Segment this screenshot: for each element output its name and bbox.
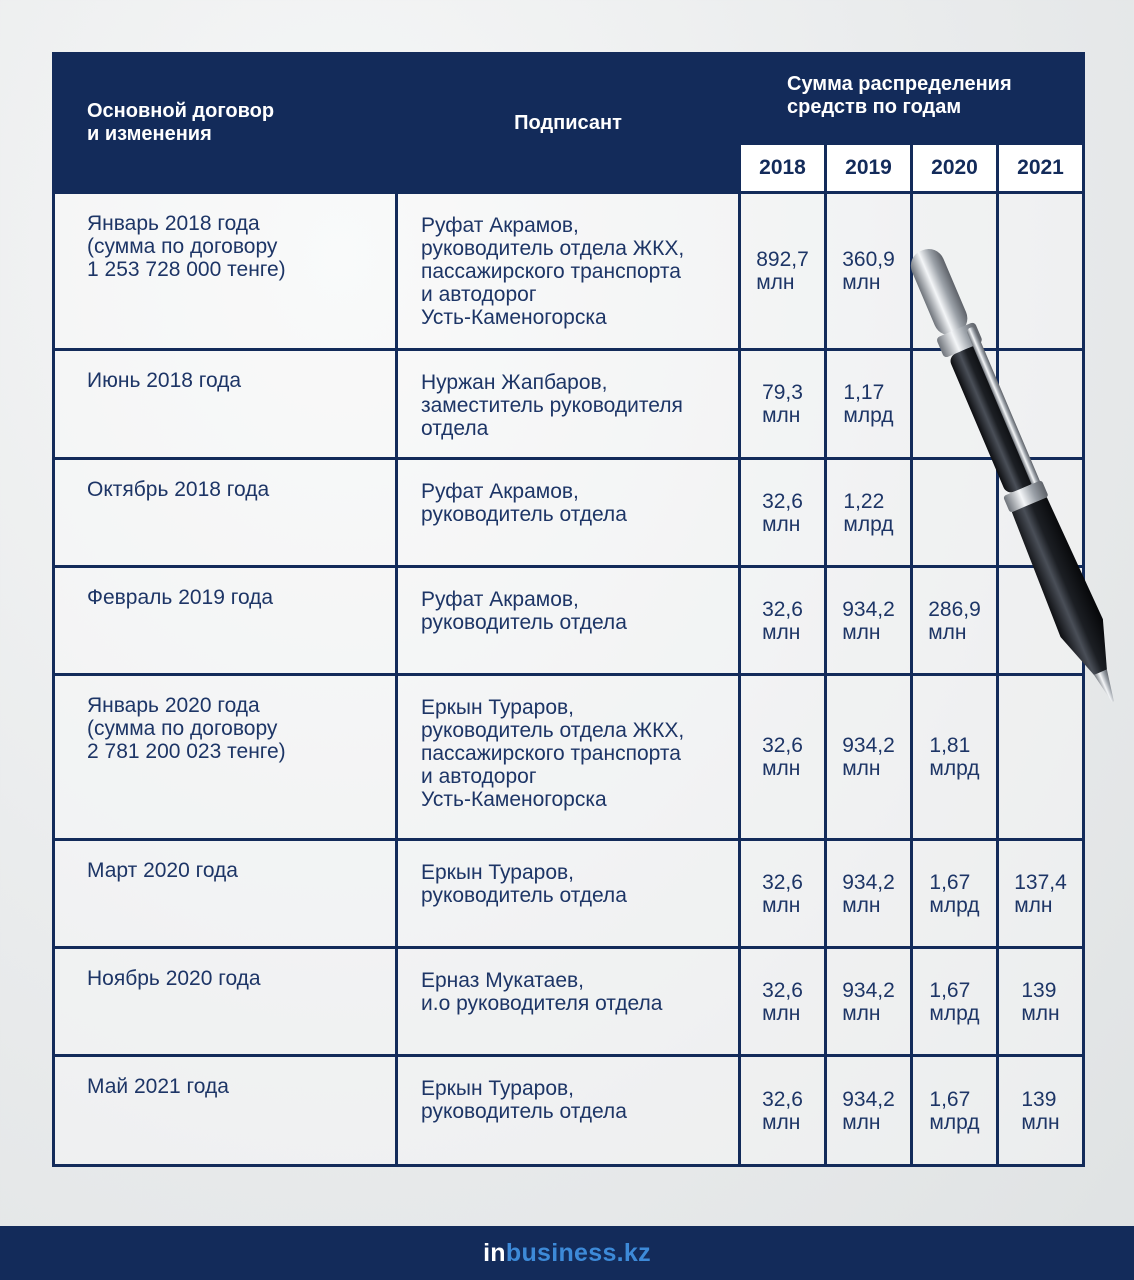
amount-cell-2018	[740, 1056, 826, 1166]
amount-unit: млн	[756, 271, 795, 294]
amount-number: 934,2	[842, 870, 895, 894]
signer-line: руководитель отдела ЖКХ,	[421, 237, 685, 260]
amount-unit: млн	[762, 404, 801, 427]
contract-date-line: 2 781 200 023 тенге)	[87, 740, 286, 763]
amount-unit: млн	[842, 1001, 881, 1025]
signer-cell	[397, 840, 740, 948]
contract-date-cell	[54, 675, 397, 840]
amount-unit: млрд	[929, 757, 980, 780]
amount-value	[842, 1088, 895, 1134]
contract-date-line: Январь 2018 года	[87, 212, 260, 235]
amount-number: 1,67	[929, 1087, 971, 1111]
amount-number: 1,22	[843, 489, 885, 513]
header-main-contract	[54, 54, 397, 193]
amount-value	[1021, 979, 1059, 1025]
amount-number: 286,9	[928, 597, 981, 621]
contract-date-line: Февраль 2019 года	[87, 586, 274, 609]
amount-cell-2020	[912, 1056, 998, 1166]
amount-unit: млн	[842, 1110, 881, 1134]
signer-line: заместитель руководителя	[421, 394, 683, 417]
amount-cell-2019	[826, 948, 912, 1056]
contract-date-line: 1 253 728 000 тенге)	[87, 258, 286, 281]
amount-value	[842, 734, 895, 780]
header-sum-by-year	[740, 54, 1084, 144]
contract-date-line: Январь 2020 года	[87, 694, 260, 717]
contract-date-cell	[54, 350, 397, 459]
signer-line: Еркын Тураров,	[421, 1077, 575, 1100]
amount-unit: млрд	[929, 893, 980, 917]
signer-line: Руфат Акрамов,	[421, 480, 579, 503]
amount-value	[843, 381, 893, 427]
amount-unit: млн	[762, 757, 801, 780]
contract-date-line: Октябрь 2018 года	[87, 478, 270, 501]
signer-line: руководитель отдела	[421, 884, 627, 907]
signer-line: Ерназ Мукатаев,	[421, 969, 585, 992]
amount-cell-2019	[826, 459, 912, 567]
signer-line: Еркын Тураров,	[421, 861, 575, 884]
amount-unit: млн	[928, 620, 967, 644]
amount-value	[762, 734, 803, 780]
contract-date-line: Июнь 2018 года	[87, 369, 242, 392]
amount-number: 1,67	[929, 870, 971, 894]
amount-number: 139	[1021, 1087, 1057, 1111]
signer-line: руководитель отдела ЖКХ,	[421, 719, 685, 742]
amount-value	[929, 1088, 979, 1134]
signer-line: Нуржан Жапбаров,	[421, 371, 608, 394]
amount-number: 32,6	[762, 1087, 803, 1111]
amount-number: 32,6	[762, 870, 803, 894]
amount-unit: млн	[762, 1001, 801, 1025]
amount-cell-2019	[826, 1056, 912, 1166]
amount-number: 32,6	[762, 734, 803, 757]
signer-cell	[397, 459, 740, 567]
year-header-2020: 2020	[912, 144, 998, 193]
signer-line: пассажирского транспорта	[421, 742, 681, 765]
amount-value	[756, 248, 809, 294]
signer-line: Усть-Каменогорска	[421, 788, 607, 811]
signer-line: и.о руководителя отдела	[421, 992, 663, 1015]
amount-unit: млн	[762, 512, 801, 536]
amount-value	[762, 598, 803, 644]
amount-unit: млрд	[929, 1001, 980, 1025]
signer-cell	[397, 350, 740, 459]
amount-cell-2018	[740, 948, 826, 1056]
amount-value	[762, 381, 803, 427]
amount-cell-2019	[826, 675, 912, 840]
ballpoint-pen-illustration	[900, 220, 1134, 730]
amount-unit: млн	[1021, 1110, 1060, 1134]
signer-line: руководитель отдела	[421, 503, 627, 526]
amount-unit: млн	[1014, 893, 1053, 917]
amount-value	[1014, 871, 1067, 917]
year-header-2021: 2021	[998, 144, 1084, 193]
contract-date-cell	[54, 459, 397, 567]
amount-cell-2020	[912, 948, 998, 1056]
year-header-2018: 2018	[740, 144, 826, 193]
signer-cell	[397, 567, 740, 675]
footer-bar	[0, 1226, 1134, 1280]
amount-value	[929, 871, 979, 917]
contract-date-cell	[54, 567, 397, 675]
amount-cell-2019	[826, 350, 912, 459]
signer-line: Руфат Акрамов,	[421, 214, 579, 237]
amount-cell-2019	[826, 567, 912, 675]
amount-cell-2018	[740, 840, 826, 948]
contract-date-cell	[54, 1056, 397, 1166]
amount-unit: млн	[1021, 1001, 1060, 1025]
amount-number: 1,81	[929, 734, 971, 757]
amount-cell-2018	[740, 567, 826, 675]
signer-cell	[397, 1056, 740, 1166]
signer-cell	[397, 193, 740, 350]
year-header-2019: 2019	[826, 144, 912, 193]
amount-unit: млн	[762, 893, 801, 917]
amount-value	[842, 598, 895, 644]
amount-cell-2020	[912, 840, 998, 948]
logo-in: in	[483, 1238, 506, 1267]
table-row	[54, 840, 1084, 948]
amount-cell-2018	[740, 193, 826, 350]
header-sum-line1: Сумма распределения	[787, 73, 1012, 95]
signer-line: руководитель отдела	[421, 611, 627, 634]
amount-number: 32,6	[762, 597, 803, 621]
header-signer: Подписант	[397, 54, 740, 193]
amount-unit: млн	[762, 620, 801, 644]
contract-date-cell	[54, 840, 397, 948]
header-main-line1: Основной договор	[87, 100, 275, 122]
amount-cell-2019	[826, 193, 912, 350]
contract-date-line: Ноябрь 2020 года	[87, 967, 261, 990]
header-sum-line2: средств по годам	[787, 96, 962, 118]
amount-unit: млрд	[843, 404, 894, 427]
logo-business: business.kz	[505, 1238, 651, 1267]
table-row	[54, 1056, 1084, 1166]
amount-value	[1021, 1088, 1059, 1134]
table-row	[54, 948, 1084, 1056]
site-logo	[483, 1239, 651, 1268]
amount-unit: млрд	[929, 1110, 980, 1134]
amount-value	[842, 979, 895, 1025]
amount-number: 32,6	[762, 489, 803, 513]
contract-date-cell	[54, 948, 397, 1056]
contract-date-line: (сумма по договору	[87, 717, 278, 740]
amount-number: 934,2	[842, 978, 895, 1002]
amount-number: 137,4	[1014, 870, 1067, 894]
signer-line: и автодорог	[421, 283, 537, 306]
amount-value	[762, 979, 803, 1025]
header-main-line2: и изменения	[87, 123, 212, 145]
amount-value	[929, 734, 979, 780]
amount-number: 1,17	[843, 381, 885, 404]
signer-line: руководитель отдела	[421, 1100, 627, 1123]
amount-value	[762, 490, 803, 536]
amount-value	[929, 979, 979, 1025]
contract-date-line: Март 2020 года	[87, 859, 238, 882]
amount-unit: млн	[842, 893, 881, 917]
signer-line: Усть-Каменогорска	[421, 306, 607, 329]
amount-unit: млрд	[843, 512, 894, 536]
amount-number: 892,7	[756, 248, 809, 271]
amount-unit: млн	[842, 757, 881, 780]
amount-cell-2019	[826, 840, 912, 948]
contract-date-line: (сумма по договору	[87, 235, 278, 258]
signer-cell	[397, 675, 740, 840]
amount-unit: млн	[842, 271, 881, 294]
amount-value	[762, 1088, 803, 1134]
amount-unit: млн	[762, 1110, 801, 1134]
amount-unit: млн	[842, 620, 881, 644]
signer-line: Еркын Тураров,	[421, 696, 575, 719]
contract-date-line: Май 2021 года	[87, 1075, 229, 1098]
amount-number: 934,2	[842, 1087, 895, 1111]
amount-number: 139	[1021, 978, 1057, 1002]
signer-cell	[397, 948, 740, 1056]
signer-line: пассажирского транспорта	[421, 260, 681, 283]
signer-line: отдела	[421, 417, 489, 440]
signer-line: и автодорог	[421, 765, 537, 788]
amount-value	[843, 490, 893, 536]
amount-cell-2021	[998, 1056, 1084, 1166]
contract-date-cell	[54, 193, 397, 350]
amount-cell-2021	[998, 948, 1084, 1056]
amount-value	[842, 248, 895, 294]
amount-cell-2018	[740, 675, 826, 840]
amount-number: 32,6	[762, 978, 803, 1002]
amount-value	[762, 871, 803, 917]
amount-number: 934,2	[842, 597, 895, 621]
amount-number: 934,2	[842, 734, 895, 757]
amount-value	[842, 871, 895, 917]
amount-number: 1,67	[929, 978, 971, 1002]
amount-number: 360,9	[842, 248, 895, 271]
amount-number: 79,3	[762, 381, 803, 404]
signer-line: Руфат Акрамов,	[421, 588, 579, 611]
amount-cell-2018	[740, 350, 826, 459]
amount-cell-2018	[740, 459, 826, 567]
amount-cell-2021	[998, 840, 1084, 948]
